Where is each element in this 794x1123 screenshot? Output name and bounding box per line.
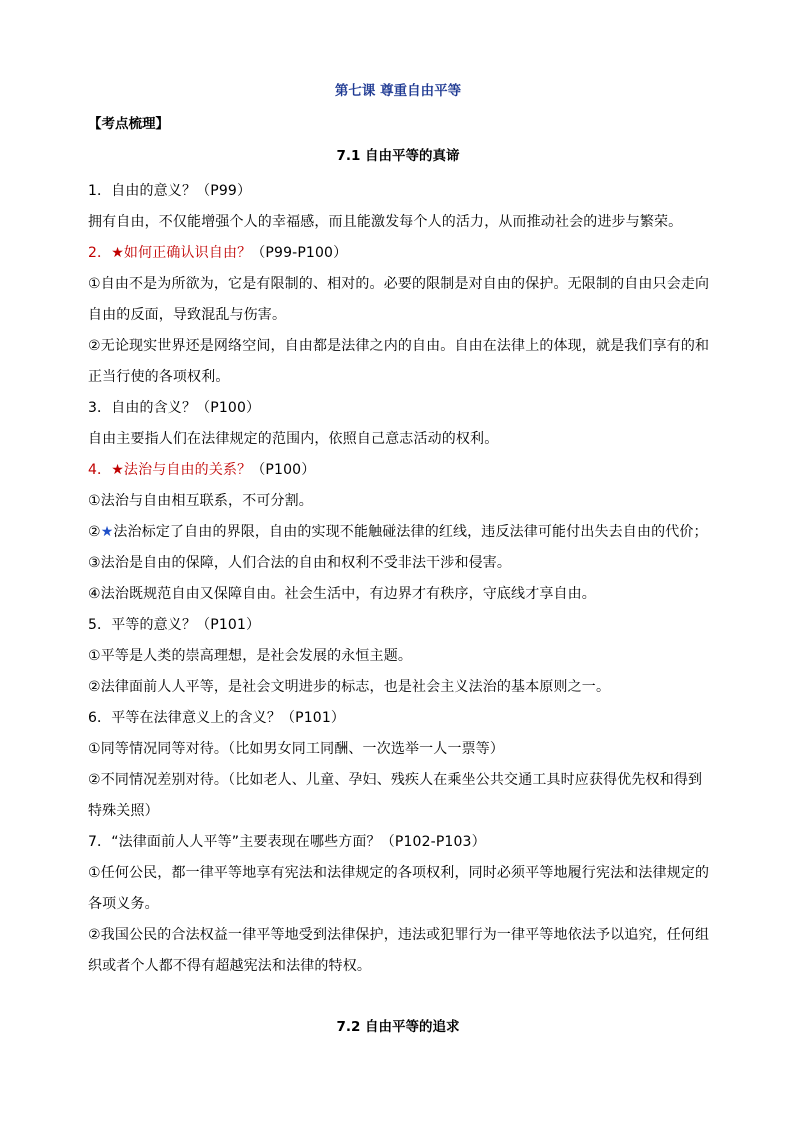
document-page <box>88 0 708 1123</box>
text-line <box>88 951 708 982</box>
star-icon: ★ <box>100 524 114 540</box>
text-line <box>88 889 708 920</box>
line-text: 7．“法律面前人人平等”主要表现在哪些方面？（P102-P103） <box>88 834 486 850</box>
text-line <box>88 486 708 517</box>
sub-title-2: 7.2 自由平等的追求 <box>336 1019 460 1035</box>
line-text: ①法治与自由相互联系，不可分割。 <box>88 493 313 509</box>
section-tag: 【考点梳理】 <box>88 116 169 132</box>
line-text: 法治与自由的关系？ <box>123 462 252 478</box>
line-text: ①自由不是为所欲为，它是有限制的、相对的。必要的限制是对自由的保护。无限制的自由只会走向 <box>88 276 710 292</box>
text-line <box>88 858 708 889</box>
line-text: ②我国公民的合法权益一律平等地受到法律保护，违法或犯罪行为一律平等地依法予以追究，任何组 <box>88 927 710 943</box>
text-line <box>88 672 708 703</box>
star-icon: ★ <box>111 245 124 261</box>
sub-title-1: 7.1 自由平等的真谛 <box>336 148 460 164</box>
line-text: 拥有自由，不仅能增强个人的幸福感，而且能激发每个人的活力，从而推动社会的进步与繁荣。 <box>88 214 683 230</box>
text-line <box>88 455 708 486</box>
line-text: ②无论现实世界还是网络空间，自由都是法律之内的自由。自由在法律上的体现，就是我们享有的和 <box>88 338 710 354</box>
text-line <box>88 238 708 269</box>
line-text: ②法律面前人人平等，是社会文明进步的标志，也是社会主义法治的基本原则之一。 <box>88 679 611 695</box>
text-line <box>88 734 708 765</box>
line-text: ③法治是自由的保障，人们合法的自由和权利不受非法干涉和侵害。 <box>88 555 512 571</box>
line-text: 法治标定了自由的界限，自由的实现不能触碰法律的红线，违反法律可能付出失去自由的代价； <box>113 524 708 540</box>
text-line <box>88 579 708 610</box>
text-line <box>88 300 708 331</box>
line-text: 自由的反面，导致混乱与伤害。 <box>88 307 287 323</box>
text-line <box>88 207 708 238</box>
text-line <box>88 393 708 424</box>
line-text: 自由主要指人们在法律规定的范围内，依照自己意志活动的权利。 <box>88 431 499 447</box>
text-line <box>88 765 708 796</box>
line-text: ②不同情况差别对待。（比如老人、儿童、孕妇、残疾人在乘坐公共交通工具时应获得优先权和得到 <box>88 772 703 788</box>
star-icon: ★ <box>111 462 124 478</box>
text-line <box>88 703 708 734</box>
text-line <box>88 827 708 858</box>
line-text: 1．自由的意义？（P99） <box>88 183 252 199</box>
text-line <box>88 424 708 455</box>
text-line <box>88 641 708 672</box>
line-prefix: 2． <box>88 245 112 261</box>
line-text: ①任何公民，都一律平等地享有宪法和法律规定的各项权利，同时必须平等地履行宪法和法律规定的 <box>88 865 710 881</box>
line-text: 织或者个人都不得有超越宪法和法律的特权。 <box>88 958 371 974</box>
line-text: 正当行使的各项权利。 <box>88 369 230 385</box>
text-line <box>88 610 708 641</box>
text-line <box>88 548 708 579</box>
text-line <box>88 796 708 827</box>
line-prefix: 4． <box>88 462 112 478</box>
page-ref: （P99-P100） <box>251 245 348 261</box>
line-text: ①同等情况同等对待。（比如男女同工同酬、一次选举一人一票等） <box>88 741 505 757</box>
line-text: 特殊关照） <box>88 803 159 819</box>
line-text: 5．平等的意义？（P101） <box>88 617 261 633</box>
line-text: 3．自由的含义？（P100） <box>88 400 261 416</box>
line-prefix: ② <box>88 524 101 540</box>
text-line <box>88 517 708 548</box>
text-line <box>88 362 708 393</box>
lesson-title: 第七课 尊重自由平等 <box>334 83 462 99</box>
line-text: ④法治既规范自由又保障自由。社会生活中，有边界才有秩序，守底线才享自由。 <box>88 586 596 602</box>
text-line <box>88 920 708 951</box>
line-text: 如何正确认识自由？ <box>123 245 252 261</box>
page-ref: （P100） <box>251 462 316 478</box>
body-content <box>88 176 708 982</box>
text-line <box>88 269 708 300</box>
line-text: ①平等是人类的崇高理想，是社会发展的永恒主题。 <box>88 648 412 664</box>
text-line <box>88 331 708 362</box>
line-text: 各项义务。 <box>88 896 159 912</box>
line-text: 6．平等在法律意义上的含义？（P101） <box>88 710 346 726</box>
text-line <box>88 176 708 207</box>
